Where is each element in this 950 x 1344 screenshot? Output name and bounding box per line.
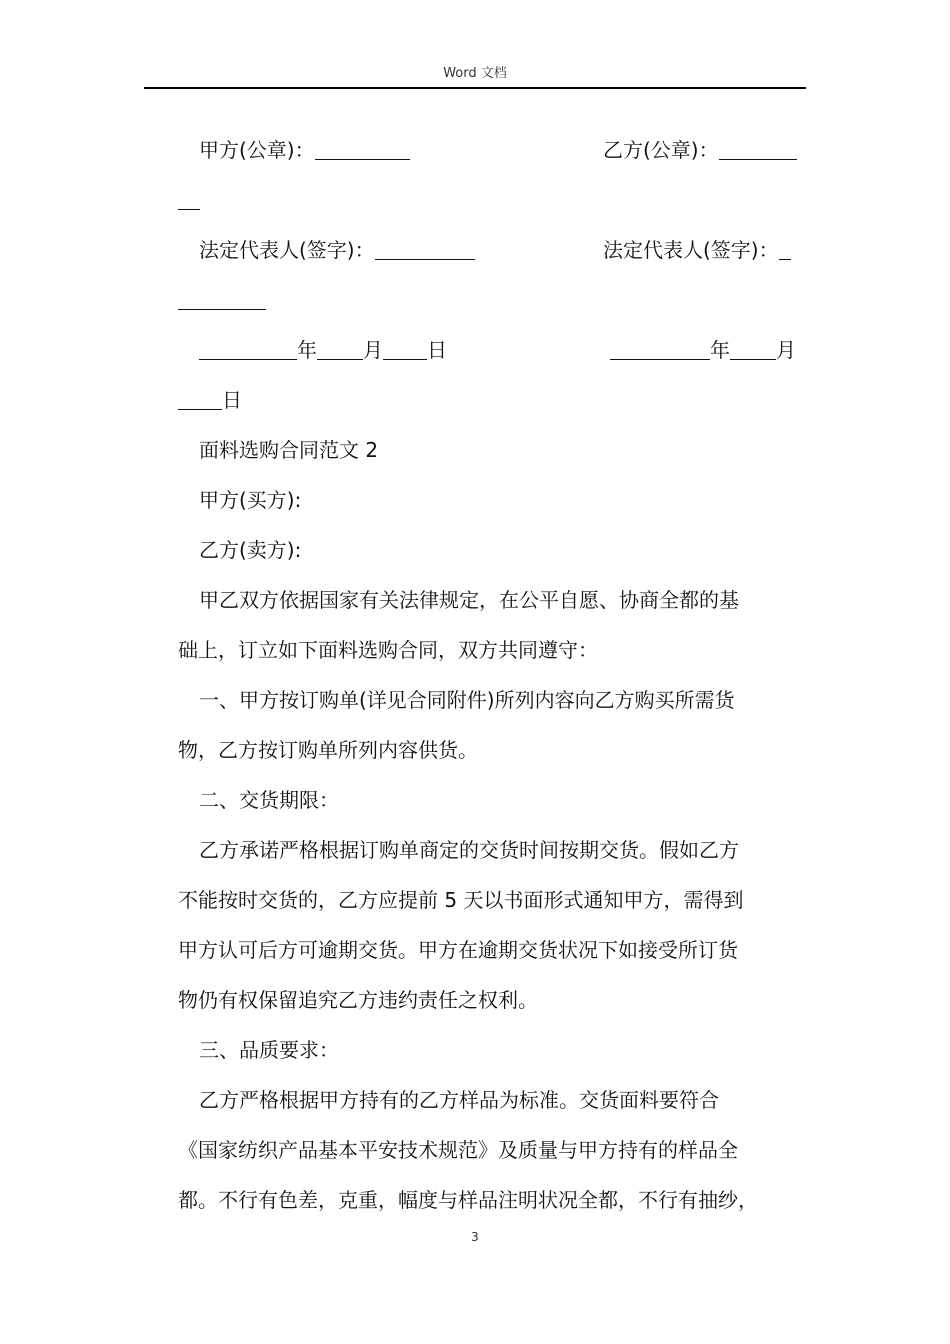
document-body bbox=[178, 125, 808, 1225]
buyer-label: 甲方(买方): bbox=[199, 488, 302, 512]
date-b-year-blank bbox=[610, 339, 710, 360]
legal-rep-a-label: 法定代表人(签字)： bbox=[199, 238, 375, 262]
legal-rep-b-blank bbox=[779, 239, 791, 260]
seal-line bbox=[178, 125, 808, 175]
paragraph-line: 甲方认可后方可逾期交货。甲方在逾期交货状况下如接受所订货 bbox=[178, 938, 738, 962]
legal-rep-line-wrap bbox=[178, 275, 808, 325]
date-b-day-blank bbox=[178, 389, 222, 410]
party-a-seal-label: 甲方(公章)： bbox=[199, 138, 315, 162]
legal-rep-a-blank bbox=[375, 239, 475, 260]
party-b-seal-blank-cont bbox=[178, 189, 200, 210]
legal-rep-b-label: 法定代表人(签字)： bbox=[603, 238, 779, 262]
party-b-seal-group bbox=[603, 125, 797, 175]
date-line bbox=[178, 325, 808, 375]
legal-rep-b-group bbox=[603, 225, 791, 275]
paragraph-line: 物，乙方按订购单所列内容供货。 bbox=[178, 738, 478, 762]
paragraph-line: 不能按时交货的，乙方应提前 5 天以书面形式通知甲方，需得到 bbox=[178, 888, 744, 912]
date-line-wrap bbox=[178, 375, 808, 425]
page-header: Word 文档 bbox=[443, 66, 507, 81]
paragraph-line: 都。不行有色差，克重，幅度与样品注明状况全都，不行有抽纱， bbox=[178, 1188, 758, 1212]
date-b-day-label: 日 bbox=[222, 388, 242, 412]
date-a-day-label: 日 bbox=[427, 338, 447, 362]
date-a-month-blank bbox=[317, 339, 363, 360]
paragraph-line: 础上，订立如下面料选购合同，双方共同遵守： bbox=[178, 638, 598, 662]
legal-rep-b-blank-cont bbox=[178, 289, 266, 310]
page-number: 3 bbox=[471, 1230, 479, 1244]
paragraph-line: 物仍有权保留追究乙方违约责任之权利。 bbox=[178, 988, 538, 1012]
party-b-seal-label: 乙方(公章)： bbox=[603, 138, 719, 162]
date-a-day-blank bbox=[383, 339, 427, 360]
date-a-year-label: 年 bbox=[297, 338, 317, 362]
seal-line-wrap bbox=[178, 175, 808, 225]
date-b-group bbox=[610, 325, 796, 375]
paragraph-line: 一、甲方按订购单(详见合同附件)所列内容向乙方购买所需货 bbox=[199, 688, 735, 712]
party-a-seal-blank bbox=[315, 139, 410, 160]
date-b-year-label: 年 bbox=[710, 338, 730, 362]
party-b-seal-blank bbox=[719, 139, 797, 160]
date-a-year-blank bbox=[199, 339, 297, 360]
date-a-month-label: 月 bbox=[363, 338, 383, 362]
date-b-month-blank bbox=[730, 339, 776, 360]
paragraph-line: 甲乙双方依据国家有关法律规定，在公平自愿、协商全都的基 bbox=[199, 588, 739, 612]
legal-rep-line bbox=[178, 225, 808, 275]
paragraph-line: 乙方严格根据甲方持有的乙方样品为标准。交货面料要符合 bbox=[199, 1088, 719, 1112]
section-title: 面料选购合同范文 2 bbox=[199, 438, 379, 462]
header-divider bbox=[144, 87, 806, 89]
date-b-month-label: 月 bbox=[776, 338, 796, 362]
paragraph-line: 乙方承诺严格根据订购单商定的交货时间按期交货。假如乙方 bbox=[199, 838, 739, 862]
paragraph-line: 《国家纺织产品基本平安技术规范》及质量与甲方持有的样品全 bbox=[178, 1138, 738, 1162]
clause-heading: 三、品质要求： bbox=[199, 1038, 339, 1062]
clause-heading: 二、交货期限： bbox=[199, 788, 339, 812]
seller-label: 乙方(卖方): bbox=[199, 538, 302, 562]
